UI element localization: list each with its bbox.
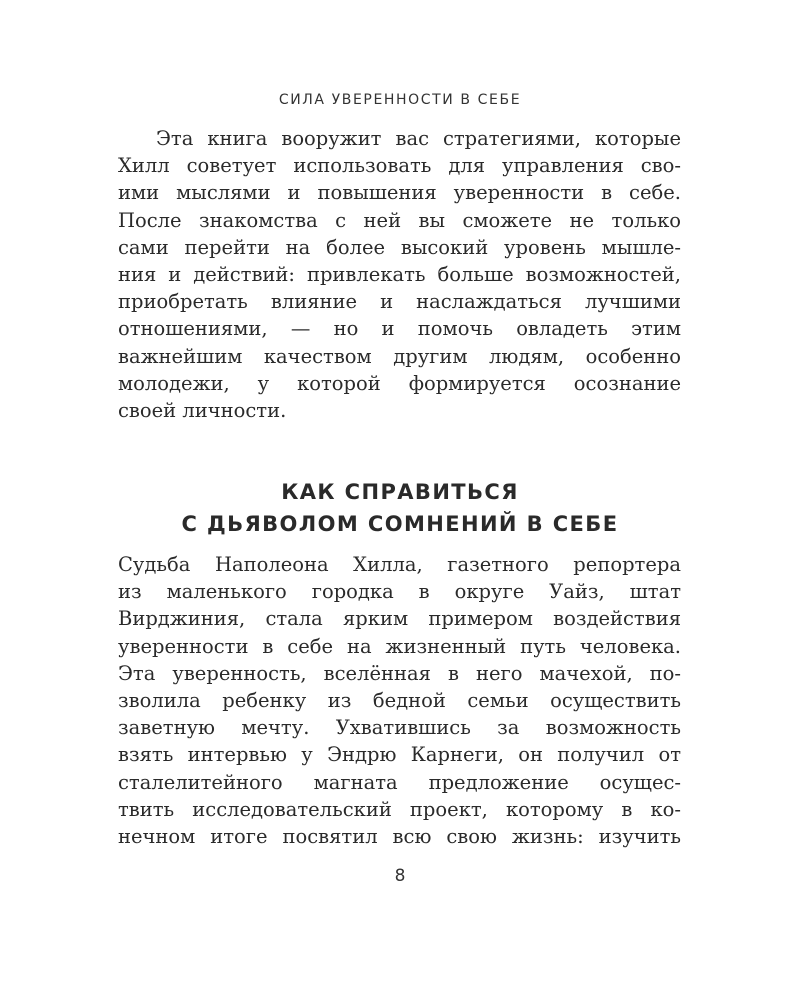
page-number: 8 xyxy=(394,866,406,886)
heading-line: КАК СПРАВИТЬСЯ xyxy=(281,480,519,504)
text-line: заветную мечту. Ухватившись за возможность xyxy=(118,716,681,740)
text-line: После знакомства с ней вы сможете не только xyxy=(118,208,681,232)
text-line: важнейшим качеством другим людям, особенно xyxy=(118,344,681,368)
text-line: Эта уверенность, вселённая в него мачехой, по- xyxy=(118,661,681,685)
heading-line: С ДЬЯВОЛОМ СОМНЕНИЙ В СЕБЕ xyxy=(181,512,619,536)
text-line: молодежи, у которой формируется осознание xyxy=(118,371,681,395)
text-line: Хилл советует использовать для управления сво- xyxy=(118,154,681,178)
text-line: Судьба Наполеона Хилла, газетного репортера xyxy=(118,553,681,576)
section-heading xyxy=(0,476,800,540)
text-line: зволила ребенку из бедной семьи осуществить xyxy=(118,688,681,712)
intro-paragraph xyxy=(118,125,681,424)
text-line: взять интервью у Эндрю Карнеги, он получил от xyxy=(118,743,681,767)
text-line: отношениями, — но и помочь овладеть этим xyxy=(118,317,681,341)
text-line: уверенности в себе на жизненный путь человека. xyxy=(118,634,681,658)
text-line: своей личности. xyxy=(118,398,287,422)
text-line: нечном итоге посвятил всю свою жизнь: изучить xyxy=(118,824,681,848)
body-paragraph xyxy=(118,551,681,850)
text-line: Эта книга вооружит вас стратегиями, которые xyxy=(156,127,681,150)
text-line: сталелитейного магната предложение осущес- xyxy=(118,770,681,794)
text-line: твить исследовательский проект, которому в ко- xyxy=(118,797,681,821)
text-line: сами перейти на более высокий уровень мышле- xyxy=(118,235,681,259)
running-header: СИЛА УВЕРЕННОСТИ В СЕБЕ xyxy=(278,92,522,108)
text-line: из маленького городка в округе Уайз, штат xyxy=(118,580,681,604)
text-line: приобретать влияние и наслаждаться лучшими xyxy=(118,290,681,314)
text-line: Вирджиния, стала ярким примером воздействия xyxy=(118,607,681,631)
text-line: ими мыслями и повышения уверенности в себе. xyxy=(118,181,681,205)
text-line: ния и действий: привлекать больше возможностей, xyxy=(118,262,681,286)
